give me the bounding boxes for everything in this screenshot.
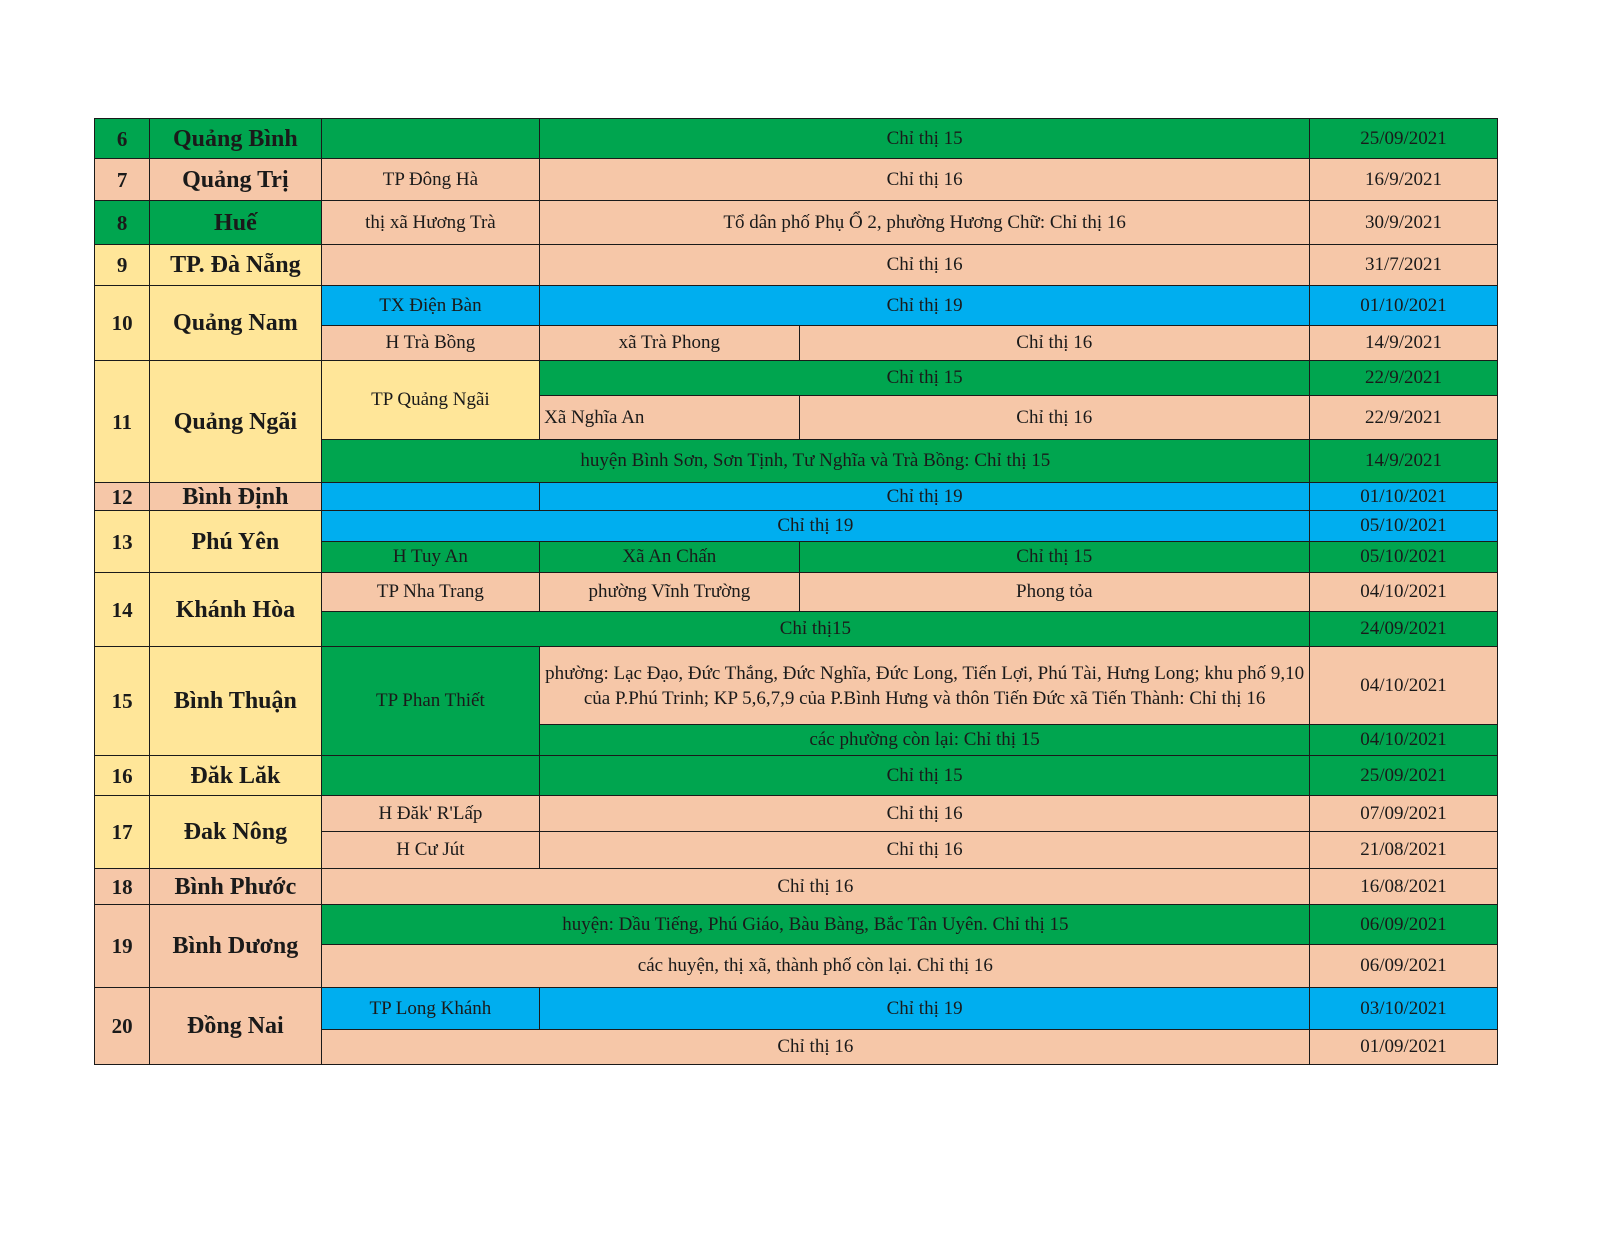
date-cell: 22/9/2021 (1310, 396, 1498, 440)
commune-cell: Xã Nghĩa An (540, 396, 799, 440)
table-row (95, 483, 1498, 511)
measure-cell: huyện: Dầu Tiếng, Phú Giáo, Bàu Bàng, Bắc Tân Uyên. Chỉ thị 15 (321, 905, 1309, 945)
date-cell: 03/10/2021 (1310, 988, 1498, 1030)
province-name: Quảng Nam (150, 286, 322, 361)
table-row (95, 756, 1498, 796)
commune-cell: Xã An Chấn (540, 542, 799, 573)
table-row (95, 988, 1498, 1030)
row-number: 8 (95, 201, 150, 245)
row-number: 10 (95, 286, 150, 361)
row-number: 20 (95, 988, 150, 1065)
date-cell: 06/09/2021 (1310, 945, 1498, 988)
date-cell: 21/08/2021 (1310, 832, 1498, 869)
area-cell: H Đăk' R'Lấp (321, 796, 540, 832)
row-number: 16 (95, 756, 150, 796)
date-cell: 25/09/2021 (1310, 756, 1498, 796)
table-row (95, 286, 1498, 326)
date-cell: 14/9/2021 (1310, 440, 1498, 483)
area-cell (321, 756, 540, 796)
date-cell: 30/9/2021 (1310, 201, 1498, 245)
measure-cell: các phường còn lại: Chỉ thị 15 (540, 725, 1310, 756)
row-number: 6 (95, 119, 150, 159)
measure-cell: Chỉ thị 19 (540, 286, 1310, 326)
area-cell (321, 119, 540, 159)
province-name: Huế (150, 201, 322, 245)
row-number: 12 (95, 483, 150, 511)
row-number: 9 (95, 245, 150, 286)
area-cell: TP Long Khánh (321, 988, 540, 1030)
row-number: 14 (95, 573, 150, 647)
table-row (95, 869, 1498, 905)
area-cell: TP Phan Thiết (321, 647, 540, 756)
measure-cell: Chỉ thị 15 (540, 119, 1310, 159)
measure-cell: Chỉ thị15 (321, 612, 1309, 647)
measure-cell: Phong tỏa (799, 573, 1310, 612)
date-cell: 07/09/2021 (1310, 796, 1498, 832)
measure-cell: Chỉ thị 15 (799, 542, 1310, 573)
row-number: 19 (95, 905, 150, 988)
measure-cell: Tổ dân phố Phụ Ổ 2, phường Hương Chữ: Chỉ thị 16 (540, 201, 1310, 245)
table-row (95, 119, 1498, 159)
measure-cell: Chỉ thị 16 (540, 159, 1310, 201)
area-cell (321, 245, 540, 286)
table-row (95, 905, 1498, 945)
date-cell: 16/08/2021 (1310, 869, 1498, 905)
measure-cell: Chỉ thị 19 (540, 988, 1310, 1030)
province-name: Bình Thuận (150, 647, 322, 756)
province-name: Đồng Nai (150, 988, 322, 1065)
measure-cell: Chỉ thị 16 (799, 326, 1310, 361)
measure-cell: phường: Lạc Đạo, Đức Thắng, Đức Nghĩa, Đức Long, Tiến Lợi, Phú Tài, Hưng Long; khu phố 9,10 của P.Phú Trinh; KP 5,6,7,9 của P.Bình Hưng và thôn Tiến Đức xã Tiến Thành: Chỉ thị 16 (540, 647, 1310, 725)
province-name: Đăk Lăk (150, 756, 322, 796)
row-number: 7 (95, 159, 150, 201)
measure-cell: Chỉ thị 16 (540, 245, 1310, 286)
date-cell: 06/09/2021 (1310, 905, 1498, 945)
area-cell: TP Đông Hà (321, 159, 540, 201)
area-cell: thị xã Hương Trà (321, 201, 540, 245)
date-cell: 24/09/2021 (1310, 612, 1498, 647)
area-cell: TX Điện Bàn (321, 286, 540, 326)
province-name: Khánh Hòa (150, 573, 322, 647)
row-number: 11 (95, 361, 150, 483)
table-row (95, 201, 1498, 245)
row-number: 15 (95, 647, 150, 756)
row-number: 17 (95, 796, 150, 869)
area-cell: H Trà Bồng (321, 326, 540, 361)
province-name: TP. Đà Nẵng (150, 245, 322, 286)
measure-cell: các huyện, thị xã, thành phố còn lại. Chỉ thị 16 (321, 945, 1309, 988)
date-cell: 01/09/2021 (1310, 1030, 1498, 1065)
area-cell: H Tuy An (321, 542, 540, 573)
date-cell: 04/10/2021 (1310, 573, 1498, 612)
province-name: Phú Yên (150, 511, 322, 573)
province-name: Bình Dương (150, 905, 322, 988)
measure-cell: Chỉ thị 19 (540, 483, 1310, 511)
date-cell: 04/10/2021 (1310, 725, 1498, 756)
measure-cell: Chỉ thị 15 (540, 361, 1310, 396)
table-row (95, 647, 1498, 725)
date-cell: 25/09/2021 (1310, 119, 1498, 159)
measure-cell: Chỉ thị 16 (321, 1030, 1309, 1065)
province-name: Đak Nông (150, 796, 322, 869)
area-cell: TP Quảng Ngãi (321, 361, 540, 440)
commune-cell: phường Vĩnh Trường (540, 573, 799, 612)
table-row (95, 159, 1498, 201)
province-name: Bình Phước (150, 869, 322, 905)
date-cell: 14/9/2021 (1310, 326, 1498, 361)
measure-cell: huyện Bình Sơn, Sơn Tịnh, Tư Nghĩa và Trà Bồng: Chỉ thị 15 (321, 440, 1309, 483)
table-row (95, 511, 1498, 542)
measure-cell: Chỉ thị 16 (321, 869, 1309, 905)
commune-cell: xã Trà Phong (540, 326, 799, 361)
table-row (95, 361, 1498, 396)
province-name: Bình Định (150, 483, 322, 511)
measure-cell: Chỉ thị 19 (321, 511, 1309, 542)
province-name: Quảng Trị (150, 159, 322, 201)
measure-cell: Chỉ thị 16 (799, 396, 1310, 440)
date-cell: 01/10/2021 (1310, 483, 1498, 511)
restriction-table (94, 118, 1498, 1065)
date-cell: 01/10/2021 (1310, 286, 1498, 326)
measure-cell: Chỉ thị 15 (540, 756, 1310, 796)
area-cell: TP Nha Trang (321, 573, 540, 612)
area-cell (321, 483, 540, 511)
province-name: Quảng Ngãi (150, 361, 322, 483)
date-cell: 22/9/2021 (1310, 361, 1498, 396)
measure-cell: Chỉ thị 16 (540, 796, 1310, 832)
table-row (95, 796, 1498, 832)
area-cell: H Cư Jút (321, 832, 540, 869)
table-row (95, 573, 1498, 612)
row-number: 13 (95, 511, 150, 573)
date-cell: 05/10/2021 (1310, 511, 1498, 542)
row-number: 18 (95, 869, 150, 905)
measure-cell: Chỉ thị 16 (540, 832, 1310, 869)
table-row (95, 245, 1498, 286)
date-cell: 16/9/2021 (1310, 159, 1498, 201)
date-cell: 05/10/2021 (1310, 542, 1498, 573)
province-name: Quảng Bình (150, 119, 322, 159)
date-cell: 31/7/2021 (1310, 245, 1498, 286)
date-cell: 04/10/2021 (1310, 647, 1498, 725)
